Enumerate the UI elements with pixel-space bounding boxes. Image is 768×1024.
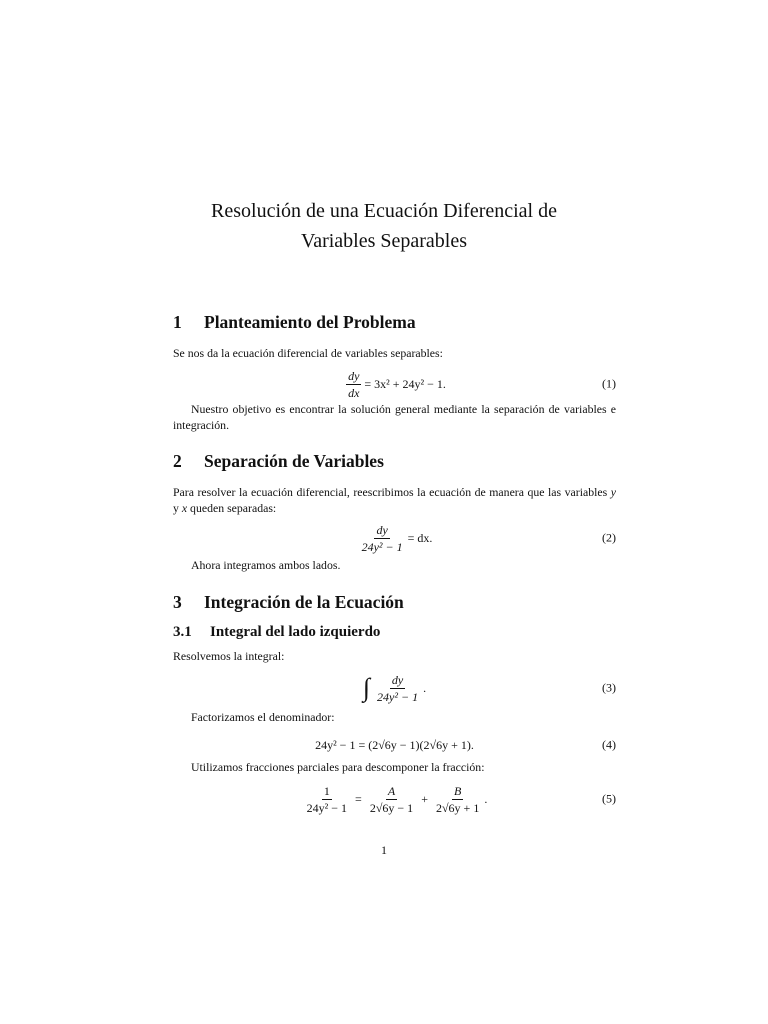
equation-number: (1) — [602, 376, 616, 391]
paragraph: Factorizamos el denominador: — [191, 710, 335, 724]
section-1-heading — [173, 312, 416, 333]
page-number: 1 — [381, 843, 387, 857]
fraction: $\frac{1}{\text{24y² − 1}}$ — [306, 783, 348, 815]
equation-expression: 24y² − 1 = (2√6y − 1)(2√6y + 1). — [315, 737, 474, 752]
equation-rhs: = 3x² + 24y² − 1. — [364, 376, 446, 391]
fraction: $\frac{dy}{\text{24y² − 1}}$ — [361, 522, 403, 554]
equation-number: (3) — [602, 680, 616, 695]
section-number: 1 — [173, 312, 182, 332]
fraction: $\frac{A}{2√6y - 1}$ — [369, 783, 414, 815]
equation-number: (5) — [602, 791, 616, 806]
section-number: 3 — [173, 592, 182, 612]
equation-5: $\frac{1}{\text{24y² − 1}}$ = $\frac{A}{2√6y - 1}$ + $\frac{B}{2√6y + 1}$ . (5) — [306, 783, 616, 815]
fraction: $\frac{dy}{dx}$ — [348, 368, 360, 400]
equation-number: (2) — [602, 530, 616, 545]
fraction: $\frac{dy}{\text{24y² − 1}}$ — [377, 672, 419, 704]
section-title: Integración de la Ecuación — [204, 592, 404, 612]
title-line-1: Resolución de una Ecuación Diferencial de — [211, 200, 557, 222]
subsection-number: 3.1 — [173, 624, 192, 640]
equation-rhs: = dx. — [407, 530, 433, 545]
equation-2 — [173, 518, 616, 558]
paragraph: Ahora integramos ambos lados. — [191, 558, 341, 572]
paragraph: Utilizamos fracciones parciales para descomponer la fracción: — [191, 760, 485, 774]
equation-number: (4) — [602, 737, 616, 752]
section-number: 2 — [173, 451, 182, 471]
equation-3: ∫ $\frac{dy}{\text{24y² − 1}}$ . (3) — [362, 672, 616, 704]
section-title: Planteamiento del Problema — [204, 312, 416, 332]
title-line-2: Variables Separables — [300, 230, 468, 252]
paragraph: Resolvemos la integral: — [173, 649, 285, 663]
subsection-title: Integral del lado izquierdo — [210, 624, 381, 640]
paragraph: Nuestro objetivo es encontrar la solución general mediante la separación de variables e integración. — [173, 402, 616, 432]
document-title — [0, 196, 768, 256]
integral-sign: ∫ — [362, 673, 371, 702]
paragraph: Para resolver la ecuación diferencial, reescribimos la ecuación de manera que las variables y y x queden separadas: — [173, 485, 616, 515]
paragraph: Se nos da la ecuación diferencial de variables separables: — [173, 346, 443, 360]
subsection-3-1-heading — [173, 624, 380, 641]
section-3-heading — [173, 592, 404, 613]
section-2-heading — [173, 451, 384, 472]
equation-1 — [173, 364, 616, 404]
fraction: $\frac{B}{2√6y + 1}$ — [435, 783, 480, 815]
section-title: Separación de Variables — [204, 451, 384, 471]
